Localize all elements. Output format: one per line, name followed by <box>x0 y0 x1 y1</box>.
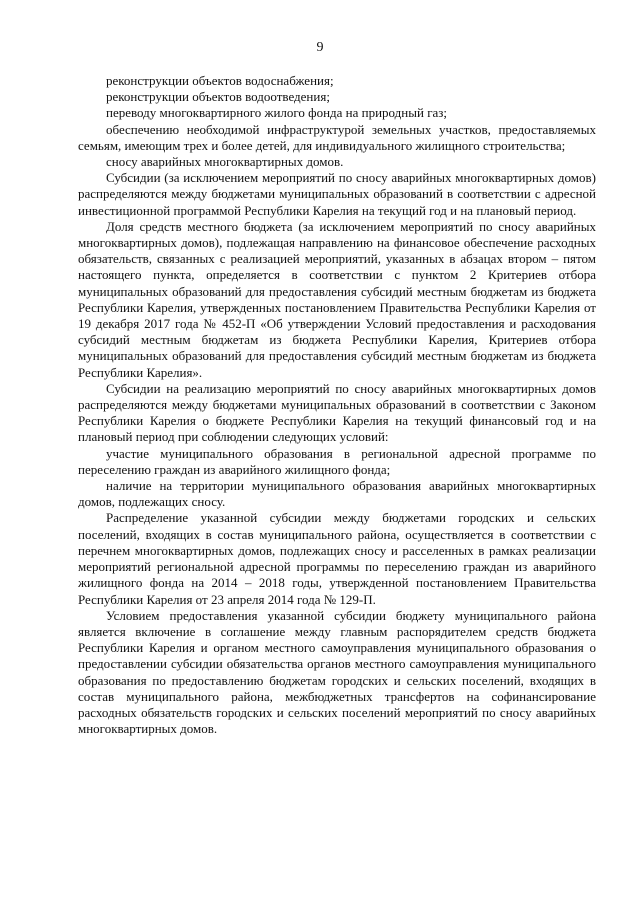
condition-program-participation: участие муниципального образования в региональной адресной программе по переселению граждан из аварийного жилищного фонда; <box>78 445 596 477</box>
list-item-gas-conversion: переводу многоквартирного жилого фонда на природный газ; <box>106 105 448 121</box>
document-body <box>78 73 596 737</box>
page-number: 9 <box>316 40 324 55</box>
paragraph-settlement-distribution: Распределение указанной субсидии между бюджетами городских и сельских поселений, входящих в состав муниципального района, осуществляется в соответствии с перечнем многоквартирных домов, подлежащих сносу и расселенных в рамках реализации мероприятий региональной адресной программы по переселению граждан из аварийного жилищного фонда на 2014 – 2018 годы, утвержденной постановлением Правительства Республики Карелия от 23 апреля 2014 года № 129-П. <box>78 510 596 607</box>
list-item-demolition: сносу аварийных многоквартирных домов. <box>106 154 344 170</box>
list-item-water-supply: реконструкции объектов водоснабжения; <box>106 73 334 88</box>
list-item-water-disposal: реконструкции объектов водоотведения; <box>106 89 330 105</box>
paragraph-local-budget-share: Доля средств местного бюджета (за исключением мероприятий по сносу аварийных многоквартирных домов), подлежащая направлению на финансовое обеспечение расходных обязательств, связанных с реализацией мероприятий, указанных в абзацах втором – пятом настоящего пункта, определяется в соответствии с пунктом 2 Критериев отбора муниципальных образований для предоставления субсидий местным бюджетам из бюджета Республики Карелия, утвержденных постановлением Правительства Республики Карелия от 19 декабря 2017 года № 452-П «Об утверждении Условий предоставления и расходования субсидий местным бюджетам из бюджета Республики Карелия, Критериев отбора муниципальных образований для предоставления субсидий местным бюджетам из бюджета Республики Карелия». <box>78 218 596 380</box>
list-item-land-infrastructure: обеспечению необходимой инфраструктурой земельных участков, предоставляемых семьям, имеющим трех и более детей, для индивидуального жилищного строительства; <box>78 121 596 153</box>
paragraph-demolition-subsidies: Субсидии на реализацию мероприятий по сносу аварийных многоквартирных домов распределяются между бюджетами муниципальных образований в соответствии с Законом Республики Карелия о бюджете Республики Карелия на текущий финансовый год и на плановый период при соблюдении следующих условий: <box>78 380 596 445</box>
condition-emergency-houses: наличие на территории муниципального образования аварийных многоквартирных домов, подлежащих сносу. <box>78 478 596 510</box>
paragraph-subsidy-distribution: Субсидии (за исключением мероприятий по сносу аварийных многоквартирных домов) распределяются между бюджетами муниципальных образований в соответствии с адресной инвестиционной программой Республики Карелия на текущий год и на плановый период. <box>78 170 596 218</box>
paragraph-subsidy-condition: Условием предоставления указанной субсидии бюджету муниципального района является включение в соглашение между главным распорядителем средств бюджета Республики Карелия и органом местного самоуправления муниципального образования о предоставлении субсидии обязательства органов местного самоуправления муниципального образования по предоставлению бюджетам городских и сельских поселений, входящих в состав муниципального района, межбюджетных трансфертов на софинансирование расходных обязательств городских и сельских поселений мероприятий по сносу аварийных многоквартирных домов. <box>78 607 596 737</box>
